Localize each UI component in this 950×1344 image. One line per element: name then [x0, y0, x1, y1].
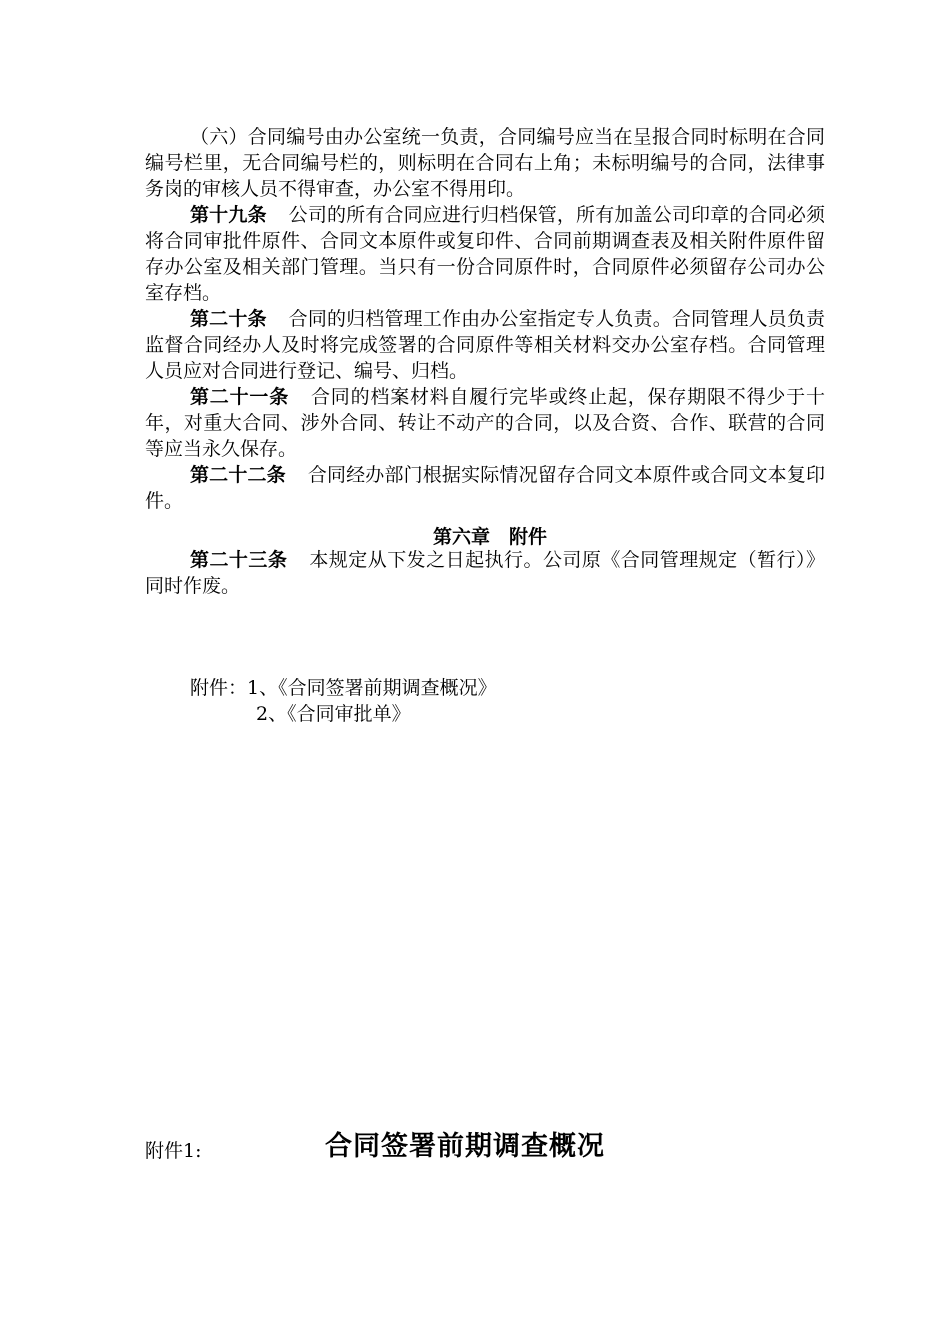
article-heading: 第二十二条: [190, 464, 286, 486]
document-body: [145, 124, 825, 514]
article-text: 合同的档案材料自履行完毕或终止起，保存期限不得少于十年，对重大合同、涉外合同、转让不动产的合同，以及合资、合作、联营的合同等应当永久保存。: [145, 386, 825, 460]
appendix-label: 附件1:: [145, 1140, 202, 1162]
article-text: 公司的所有合同应进行归档保管，所有加盖公司印章的合同必须将合同审批件原件、合同文本原件或复印件、合同前期调查表及相关附件原件留存办公室及相关部门管理。当只有一份合同原件时，合同原件必须留存公司办公室存档。: [145, 204, 825, 304]
article-text: 合同经办部门根据实际情况留存合同文本原件或合同文本复印件。: [145, 464, 825, 512]
attachment-row: [190, 701, 497, 727]
chapter-title: 第六章 附件: [432, 526, 547, 548]
article-heading: 第二十条: [190, 308, 267, 330]
article-heading: 第二十一条: [190, 386, 289, 408]
article-text: 本规定从下发之日起执行。公司原《合同管理规定（暂行）》同时作废。: [145, 549, 825, 597]
attachment-item: 2、《合同审批单》: [256, 703, 411, 725]
article-19: [145, 202, 825, 306]
article-23: [145, 547, 825, 599]
attachment-item: 1、《合同签署前期调查概况》: [247, 677, 497, 699]
paragraph-text: （六）合同编号由办公室统一负责，合同编号应当在呈报合同时标明在合同编号栏里，无合同编号栏的，则标明在合同右上角；未标明编号的合同，法律事务岗的审核人员不得审查，办公室不得用印。: [145, 126, 825, 200]
attachment-label: 附件：: [190, 677, 248, 699]
article-text: 合同的归档管理工作由办公室指定专人负责。合同管理人员负责监督合同经办人及时将完成签署的合同原件等相关材料交办公室存档。合同管理人员应对合同进行登记、编号、归档。: [145, 308, 825, 382]
article-21: [145, 384, 825, 462]
attachment-list: [190, 675, 497, 727]
attachment-row: [190, 675, 497, 701]
paragraph-item-6: [145, 124, 825, 202]
article-22: [145, 462, 825, 514]
article-heading: 第二十三条: [190, 549, 288, 571]
appendix-title: 合同签署前期调查概况: [325, 1131, 605, 1162]
article-heading: 第十九条: [190, 204, 267, 226]
article-20: [145, 306, 825, 384]
